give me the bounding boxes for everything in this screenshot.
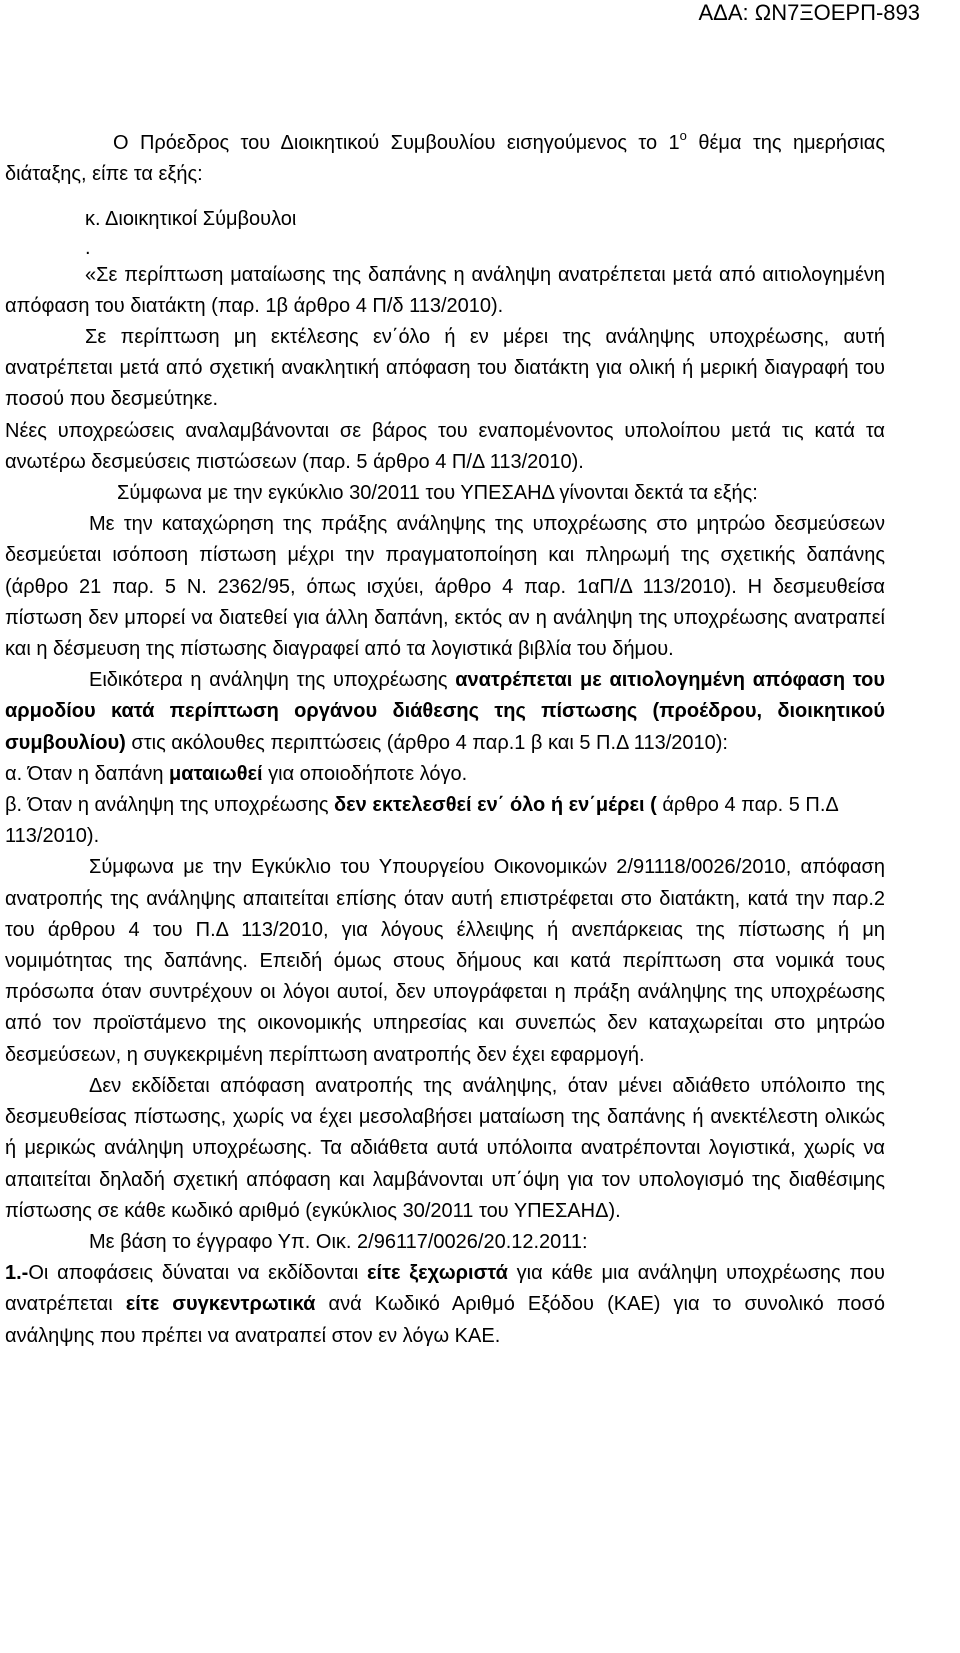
paragraph-no-decision: Δεν εκδίδεται απόφαση ανατροπής της ανάληψης, όταν μένει αδιάθετο υπόλοιπο της δεσμευθείσας πίστωσης, χωρίς να έχει μεσολαβήσει ματαίωση της δαπάνης ή ανεκτέλεστη ολικώς ή μερικώς ανάληψη υποχρέωσης. Τα αδιάθετα αυτά υπόλοιπα ανατρέπονται λογιστικά, χωρίς να απαιτείται δηλαδή σχετική απόφαση και λαμβάνονται υπ΄όψη για τον υπολογισμό της διαθέσιμης πίστωσης σε κάθε κωδικό αριθμό (εγκύκλιος 30/2011 του ΥΠΕΣΑΗΔ). — [5, 1074, 885, 1222]
document-body — [5, 128, 885, 1352]
paragraph-non-execution: Σε περίπτωση μη εκτέλεσης εν΄όλο ή εν μέρει της ανάληψης υποχρέωσης, αυτή ανατρέπεται μετά από σχετική ανακλητική απόφαση του διατάκτη για ολική ή μερική διαγραφή του ποσού που δεσμεύτηκε. — [5, 326, 885, 411]
specifically-bold: ανατρέπεται με αιτιολογημένη απόφαση του αρμοδίου κατά περίπτωση οργάνου διάθεσης της πίστωσης (προέδρου, διοικητικού συμβουλίου) — [5, 669, 885, 754]
point-text: Οι αποφάσεις δύναται να εκδίδονται — [28, 1262, 368, 1285]
paragraph-point-1 — [5, 1258, 885, 1352]
intro-paragraph — [5, 128, 885, 190]
stray-dot: . — [85, 236, 91, 259]
intro-text-end: θέμα της ημερήσιας διάταξης, είπε τα εξής: — [5, 132, 885, 186]
specifically-text: Ειδικότερα η ανάληψη της υποχρέωσης — [89, 669, 456, 692]
point-bold-separately: είτε ξεχωριστά — [367, 1262, 508, 1285]
item-b-text: β. Όταν η ανάληψη της υποχρέωσης — [5, 794, 335, 817]
point-number: 1.- — [5, 1262, 29, 1285]
paragraph-registration: Με την καταχώρηση της πράξης ανάληψης της υποχρέωσης στο μητρώο δεσμεύσεων δεσμεύεται ισόποση πίστωση μέχρι την πραγματοποίηση και πληρωμή της σχετικής δαπάνης (άρθρο 21 παρ. 5 Ν. 2362/95, όπως ισχύει, άρθρο 4 παρ. 1αΠ/Δ 113/2010). Η δεσμευθείσα πίστωση δεν μπορεί να διατεθεί για άλλη δαπάνη, εκτός αν η ανάληψη της υποχρέωσης ανατραπεί και η δέσμευση της πίστωσης διαγραφεί από τα λογιστικά βιβλία του δήμου. — [5, 513, 885, 661]
item-b-text-end: άρθρο 4 παρ. 5 Π.Δ 113/2010). — [5, 794, 838, 848]
item-a-text-end: για οποιοδήποτε λόγο. — [262, 762, 468, 785]
ada-code: ΑΔΑ: ΩΝ7ΞΟΕΡΠ-893 — [698, 0, 920, 25]
item-a-text: α. Όταν η δαπάνη — [5, 762, 170, 785]
salutation: κ. Διοικητικοί Σύμβουλοι — [85, 208, 297, 231]
point-text-mid: για κάθε μια ανάληψη υποχρέωσης που ανατρέπεται — [5, 1262, 885, 1316]
item-b-bold: δεν εκτελεσθεί εν΄ όλο ή εν΄μέρει ( — [334, 794, 657, 817]
list-item-b — [5, 790, 885, 852]
paragraph-ministry-circular: Σύμφωνα με την Εγκύκλιο του Υπουργείου Οικονομικών 2/91118/0026/2010, απόφαση ανατροπής της ανάληψης απαιτείται επίσης όταν αυτή επιστρέφεται στο διατάκτη, κατά την παρ.2 του άρθρου 4 του Π.Δ 113/2010, για λόγους έλλειψης ή ανεπάρκειας της πίστωσης ή μη νομιμότητας της δαπάνης. Επειδή όμως στους δήμους και κατά περίπτωση στα νομικά τους πρόσωπα όταν συντρέχουν οι λόγοι αυτοί, δεν υπογράφεται η πράξη ανάληψης της υποχρέωσης από τον προϊστάμενο της οικονομικής υπηρεσίας και συνεπώς δεν καταχωρείται στο μητρώο δεσμεύσεων, η συγκεκριμένη περίπτωση ανατροπής δεν έχει εφαρμογή. — [5, 856, 885, 1066]
specifically-text-end: στις ακόλουθες περιπτώσεις (άρθρο 4 παρ.1 β και 5 Π.Δ 113/2010): — [125, 731, 728, 754]
paragraph-new-obligations: Νέες υποχρεώσεις αναλαμβάνονται σε βάρος του εναπομένοντος υπολοίπου μετά τις κατά τα ανωτέρω δεσμεύσεις πιστώσεων (παρ. 5 άρθρο 4 Π/Δ 113/2010). — [5, 419, 885, 473]
paragraph-document-basis: Με βάση το έγγραφο Υπ. Οικ. 2/96117/0026/20.12.2011: — [89, 1230, 588, 1253]
point-bold-collectively: είτε συγκεντρωτικά — [125, 1293, 316, 1316]
paragraph-specifically — [5, 665, 885, 759]
paragraph-circular: Σύμφωνα με την εγκύκλιο 30/2011 του ΥΠΕΣΑΗΔ γίνονται δεκτά τα εξής: — [117, 482, 758, 505]
item-a-bold: ματαιωθεί — [169, 762, 263, 785]
ordinal-superscript: ο — [679, 128, 687, 143]
paragraph-cancellation: «Σε περίπτωση ματαίωσης της δαπάνης η ανάληψη ανατρέπεται μετά από αιτιολογημένη απόφαση του διατάκτη (παρ. 1β άρθρο 4 Π/δ 113/2010). — [5, 263, 885, 317]
list-item-a — [5, 759, 885, 790]
point-text-end: ανά Κωδικό Αριθμό Εξόδου (ΚΑΕ) για το συνολικό ποσό ανάληψης που πρέπει να ανατραπεί στον εν λόγω ΚΑΕ. — [5, 1293, 885, 1347]
intro-text: Ο Πρόεδρος του Διοικητικού Συμβουλίου εισηγούμενος το 1 — [113, 132, 680, 154]
